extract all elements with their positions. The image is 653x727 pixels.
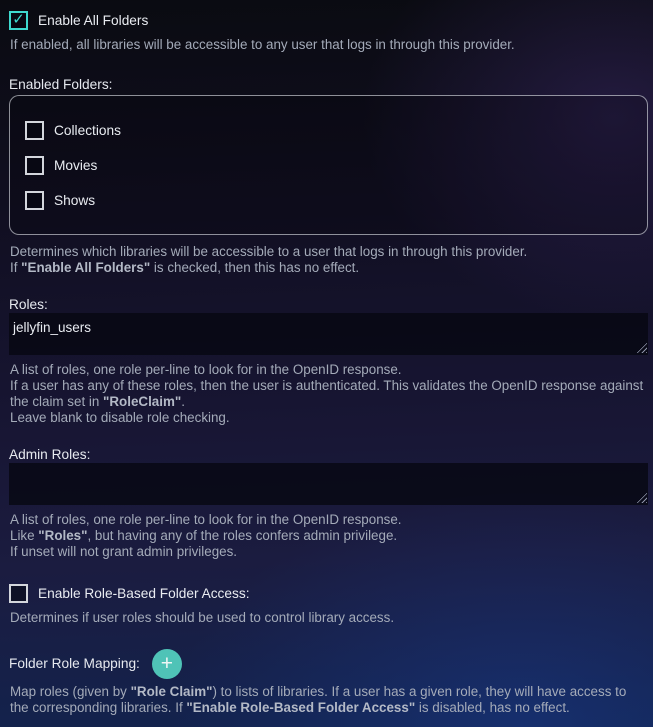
folder-role-mapping-label: Folder Role Mapping:	[9, 656, 140, 671]
enable-all-folders-checkbox[interactable]	[9, 11, 28, 30]
roles-textarea[interactable]	[9, 313, 648, 355]
check-icon: ✓	[12, 11, 25, 28]
collections-label: Collections	[54, 123, 121, 138]
roles-label: Roles:	[9, 297, 48, 312]
role-based-access-label: Enable Role-Based Folder Access:	[38, 586, 250, 601]
movies-label: Movies	[54, 158, 98, 173]
folder-row-shows[interactable]	[25, 191, 631, 210]
roles-description: A list of roles, one role per-line to look for in the OpenID response. If a user has any of these roles, then the user is authenticated. This validates the OpenID response against the claim set in "RoleClaim". Leave blank to disable role checking.	[10, 362, 644, 425]
admin-roles-description: A list of roles, one role per-line to look for in the OpenID response. Like "Roles", but having any of the roles confers admin privilege. If unset will not grant admin privileges.	[10, 512, 402, 559]
enable-all-folders-description: If enabled, all libraries will be accessible to any user that logs in through this provider.	[10, 37, 515, 52]
admin-roles-textarea-wrap	[9, 463, 648, 505]
collections-checkbox[interactable]	[25, 121, 44, 140]
enable-all-folders-checkbox-row[interactable]	[9, 11, 648, 30]
admin-roles-textarea[interactable]	[9, 463, 648, 505]
enable-all-folders-section	[9, 11, 648, 53]
folder-role-mapping-section	[9, 649, 648, 716]
role-based-access-description: Determines if user roles should be used to control library access.	[10, 610, 395, 625]
role-based-access-checkbox-row[interactable]	[9, 584, 648, 603]
movies-checkbox[interactable]	[25, 156, 44, 175]
folder-row-collections[interactable]	[25, 121, 631, 140]
role-based-access-checkbox[interactable]	[9, 584, 28, 603]
enabled-folders-description: Determines which libraries will be accessible to a user that logs in through this provider. If "Enable All Folders" is checked, then this has no effect.	[10, 244, 528, 275]
enabled-folders-section	[9, 77, 648, 276]
admin-roles-label: Admin Roles:	[9, 447, 91, 462]
folder-role-mapping-description: Map roles (given by "Role Claim") to lists of libraries. If a user has a given role, they will have access to the corresponding libraries. If "Enable Role-Based Folder Access" is disabled, has no effect.	[10, 684, 627, 715]
roles-section	[9, 297, 648, 426]
folder-row-movies[interactable]	[25, 156, 631, 175]
shows-label: Shows	[54, 193, 96, 208]
admin-roles-section	[9, 447, 648, 560]
shows-checkbox[interactable]	[25, 191, 44, 210]
role-based-access-section	[9, 584, 648, 626]
folder-role-mapping-row	[9, 649, 648, 679]
add-folder-role-mapping-button[interactable]	[152, 649, 182, 679]
enabled-folders-fieldset	[9, 95, 648, 235]
plus-icon: +	[160, 651, 173, 675]
enabled-folders-label: Enabled Folders:	[9, 77, 113, 92]
enable-all-folders-label: Enable All Folders	[38, 13, 149, 28]
roles-textarea-wrap	[9, 313, 648, 355]
